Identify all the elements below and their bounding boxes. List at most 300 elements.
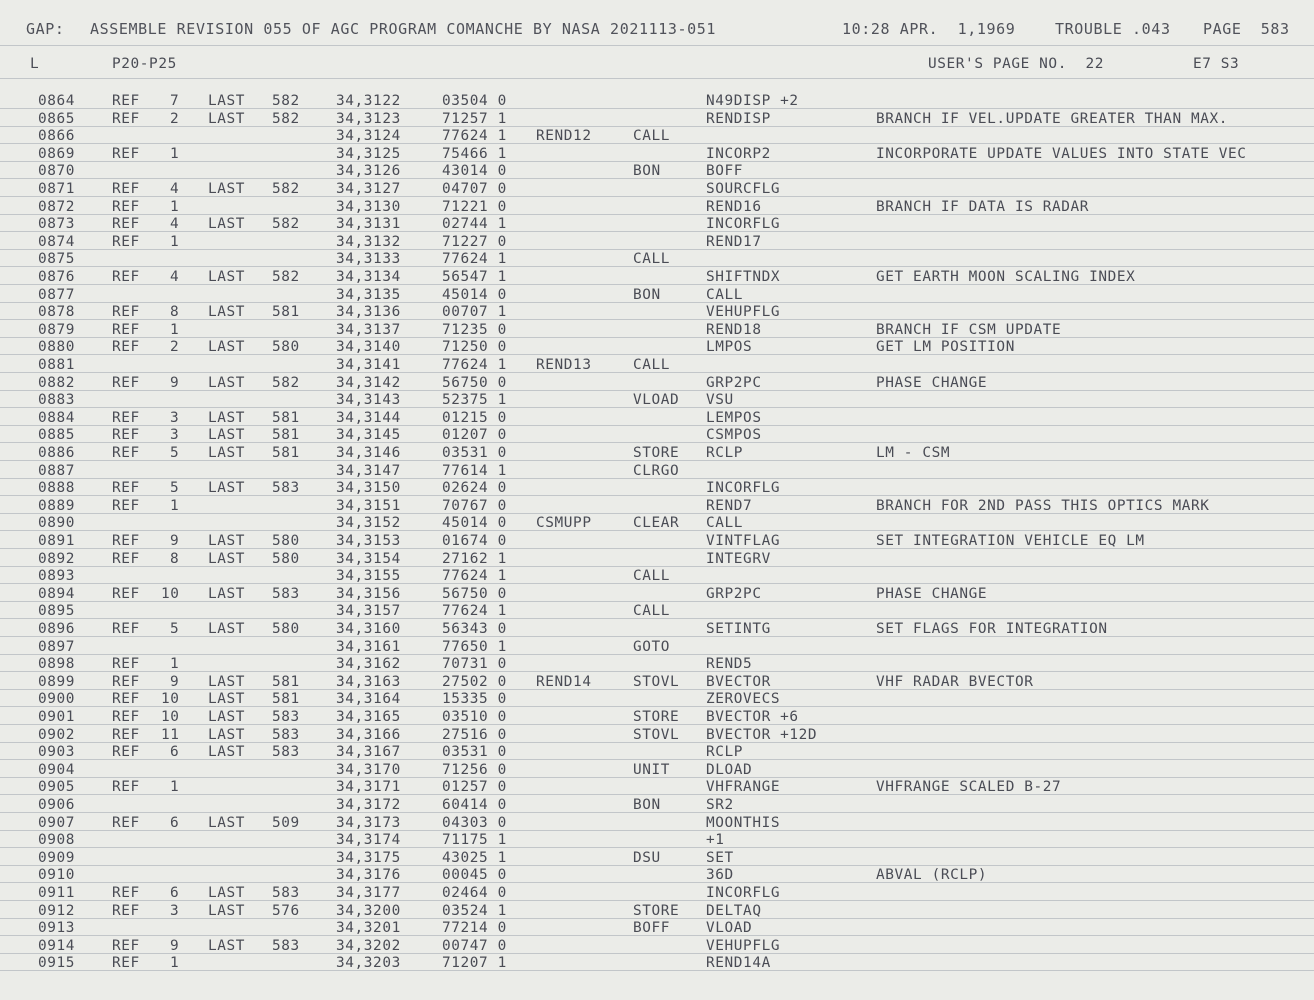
row-ref-marker: REF [112,198,140,215]
row-line-number: 0872 [38,198,76,215]
listing-row [0,955,1314,973]
row-last-page: 581 [272,409,300,426]
row-ref-marker: REF [112,691,140,708]
row-line-number: 0905 [38,779,76,796]
row-operand: RCLP [706,445,744,461]
listing-row [0,111,1314,129]
row-last-marker: LAST [208,709,246,725]
listing-row [0,163,1314,181]
row-ref-count: 1 [170,656,180,673]
row-comment: PHASE CHANGE [876,374,988,391]
listing-row [0,463,1314,481]
row-rule [0,830,1314,831]
row-octal-word: 60414 0 [442,797,507,813]
row-opcode: CALL [633,251,671,268]
row-line-number: 0876 [38,269,76,285]
row-address: 34,3202 [336,937,401,954]
row-last-page: 583 [272,744,300,761]
row-opcode: CALL [633,128,671,145]
row-line-number: 0889 [38,497,76,514]
row-address: 34,3154 [336,550,401,567]
row-rule [0,970,1314,971]
listing-row [0,128,1314,146]
row-line-number: 0896 [38,621,76,637]
row-address: 34,3201 [336,920,401,937]
row-line-number: 0912 [38,902,76,919]
row-ref-count: 10 [161,585,180,602]
row-opcode: CALL [633,603,671,620]
listing-row [0,480,1314,498]
row-octal-word: 77624 1 [442,603,507,620]
listing-row [0,427,1314,445]
row-last-page: 581 [272,691,300,708]
row-octal-word: 75466 1 [442,145,507,162]
row-address: 34,3161 [336,638,401,655]
row-operand: INCORFLG [706,885,781,901]
listing-row [0,515,1314,533]
listing-row [0,885,1314,903]
row-last-marker: LAST [208,427,246,444]
listing-row [0,832,1314,850]
row-ref-count: 9 [170,937,180,954]
row-line-number: 0882 [38,374,76,391]
listing-row [0,304,1314,322]
row-ref-count: 6 [170,814,180,831]
row-comment: BRANCH IF VEL.UPDATE GREATER THAN MAX. [876,110,1229,127]
listing-row [0,181,1314,199]
row-line-number: 0902 [38,726,76,743]
row-line-number: 0888 [38,480,76,497]
row-line-number: 0904 [38,761,76,778]
row-last-page: 582 [272,93,300,109]
row-last-page: 580 [272,550,300,567]
row-address: 34,3157 [336,603,401,620]
row-operand: 36D [706,867,734,884]
row-line-number: 0894 [38,585,76,602]
listing-row [0,269,1314,287]
listing-row [0,322,1314,340]
row-line-number: 0893 [38,568,76,585]
row-last-marker: LAST [208,216,246,233]
row-operand: SHIFTNDX [706,269,781,285]
row-octal-word: 70731 0 [442,656,507,673]
row-line-number: 0864 [38,93,76,109]
listing-row [0,674,1314,692]
row-last-marker: LAST [208,304,246,321]
listing-row [0,903,1314,921]
row-ref-count: 5 [170,621,180,637]
listing-row [0,392,1314,410]
listing-row [0,586,1314,604]
row-rule [0,337,1314,338]
row-address: 34,3136 [336,304,401,321]
row-octal-word: 56750 0 [442,374,507,391]
listing-row [0,850,1314,868]
row-line-number: 0895 [38,603,76,620]
row-octal-word: 00747 0 [442,937,507,954]
listing-row [0,639,1314,657]
row-operand: INCORFLG [706,216,781,233]
row-label: REND12 [536,128,592,145]
row-address: 34,3160 [336,621,401,637]
row-last-marker: LAST [208,673,246,690]
header-timestamp: 10:28 APR. 1,1969 [842,20,1016,38]
row-octal-word: 01257 0 [442,779,507,796]
row-operand: CALL [706,515,744,532]
row-address: 34,3152 [336,515,401,532]
row-address: 34,3162 [336,656,401,673]
row-line-number: 0866 [38,128,76,145]
row-ref-count: 6 [170,885,180,901]
row-ref-count: 8 [170,304,180,321]
row-address: 34,3147 [336,462,401,479]
row-last-page: 581 [272,304,300,321]
row-operand: VLOAD [706,920,753,937]
row-octal-word: 71207 1 [442,955,507,972]
listing-row [0,797,1314,815]
row-operand: ZEROVECS [706,691,781,708]
row-last-marker: LAST [208,885,246,901]
row-label: CSMUPP [536,515,592,532]
row-address: 34,3165 [336,709,401,725]
row-last-marker: LAST [208,269,246,285]
listing-row [0,357,1314,375]
listing-row [0,410,1314,428]
row-address: 34,3200 [336,902,401,919]
listing-row [0,568,1314,586]
row-operand: VEHUPFLG [706,937,781,954]
row-address: 34,3173 [336,814,401,831]
row-last-marker: LAST [208,937,246,954]
row-operand: INCORFLG [706,480,781,497]
row-opcode: CALL [633,357,671,373]
row-opcode: CLEAR [633,515,680,532]
row-ref-marker: REF [112,814,140,831]
row-ref-count: 6 [170,744,180,761]
row-last-marker: LAST [208,480,246,497]
row-ref-marker: REF [112,233,140,250]
row-operand: INTEGRV [706,550,771,567]
row-ref-marker: REF [112,427,140,444]
row-line-number: 0883 [38,392,76,409]
row-ref-count: 3 [170,409,180,426]
row-comment: BRANCH IF DATA IS RADAR [876,198,1090,215]
row-octal-word: 71175 1 [442,832,507,849]
row-line-number: 0871 [38,181,76,197]
row-ref-count: 4 [170,269,180,285]
row-line-number: 0881 [38,357,76,373]
row-address: 34,3143 [336,392,401,409]
row-line-number: 0879 [38,321,76,338]
row-address: 34,3156 [336,585,401,602]
row-operand: BVECTOR [706,673,771,690]
row-last-marker: LAST [208,814,246,831]
row-last-page: 580 [272,533,300,549]
row-octal-word: 71256 0 [442,761,507,778]
listing-row [0,551,1314,569]
row-address: 34,3172 [336,797,401,813]
row-address: 34,3144 [336,409,401,426]
row-comment: SET FLAGS FOR INTEGRATION [876,621,1108,637]
row-comment: BRANCH IF CSM UPDATE [876,321,1062,338]
row-opcode: STORE [633,709,680,725]
row-ref-count: 1 [170,497,180,514]
row-address: 34,3142 [336,374,401,391]
row-last-marker: LAST [208,409,246,426]
row-octal-word: 71257 1 [442,110,507,127]
row-ref-marker: REF [112,269,140,285]
row-last-page: 581 [272,445,300,461]
row-address: 34,3122 [336,93,401,109]
row-last-page: 576 [272,902,300,919]
row-line-number: 0880 [38,339,76,356]
row-address: 34,3167 [336,744,401,761]
row-line-number: 0878 [38,304,76,321]
row-ref-marker: REF [112,110,140,127]
row-last-marker: LAST [208,691,246,708]
row-octal-word: 77650 1 [442,638,507,655]
row-opcode: CLRGO [633,462,680,479]
row-operand: SR2 [706,797,734,813]
row-ref-count: 8 [170,550,180,567]
listing-row [0,339,1314,357]
row-octal-word: 77624 1 [442,128,507,145]
row-ref-marker: REF [112,902,140,919]
row-ref-marker: REF [112,145,140,162]
row-label: REND14 [536,673,592,690]
row-octal-word: 02624 0 [442,480,507,497]
row-octal-word: 77624 1 [442,251,507,268]
row-line-number: 0865 [38,110,76,127]
row-address: 34,3163 [336,673,401,690]
listing-row [0,691,1314,709]
row-ref-count: 5 [170,480,180,497]
listing-row [0,216,1314,234]
row-ref-count: 9 [170,533,180,549]
row-last-page: 582 [272,110,300,127]
row-address: 34,3135 [336,286,401,303]
listing-row [0,234,1314,252]
row-address: 34,3151 [336,497,401,514]
row-address: 34,3177 [336,885,401,901]
row-address: 34,3141 [336,357,401,373]
row-label: REND13 [536,357,592,373]
row-octal-word: 77624 1 [442,568,507,585]
listing-row [0,533,1314,551]
row-octal-word: 77214 0 [442,920,507,937]
listing-row [0,744,1314,762]
row-operand: REND14A [706,955,771,972]
row-operand: SOURCFLG [706,181,781,197]
row-ref-marker: REF [112,673,140,690]
row-last-page: 581 [272,673,300,690]
row-operand: BVECTOR +12D [706,726,818,743]
row-operand: SET [706,849,734,866]
row-opcode: STORE [633,902,680,919]
row-comment: LM - CSM [876,445,951,461]
row-last-page: 582 [272,374,300,391]
row-comment: GET LM POSITION [876,339,1015,356]
row-last-page: 581 [272,427,300,444]
row-ref-count: 9 [170,374,180,391]
row-octal-word: 03510 0 [442,709,507,725]
row-ref-count: 1 [170,779,180,796]
row-comment: GET EARTH MOON SCALING INDEX [876,269,1136,285]
row-octal-word: 27162 1 [442,550,507,567]
row-last-page: 580 [272,621,300,637]
row-comment: SET INTEGRATION VEHICLE EQ LM [876,533,1145,549]
row-octal-word: 15335 0 [442,691,507,708]
listing-row [0,815,1314,833]
row-ref-marker: REF [112,709,140,725]
listing-row [0,779,1314,797]
row-rule [0,196,1314,197]
row-ref-count: 10 [161,691,180,708]
row-octal-word: 01207 0 [442,427,507,444]
row-line-number: 0909 [38,849,76,866]
listing-row [0,938,1314,956]
row-operand: VSU [706,392,734,409]
row-octal-word: 01215 0 [442,409,507,426]
row-ref-count: 2 [170,110,180,127]
row-ref-count: 1 [170,321,180,338]
row-comment: ABVAL (RCLP) [876,867,988,884]
row-last-marker: LAST [208,744,246,761]
row-octal-word: 71227 0 [442,233,507,250]
row-line-number: 0899 [38,673,76,690]
listing-row [0,762,1314,780]
row-ref-count: 9 [170,673,180,690]
subheader-user-page: USER'S PAGE NO. 22 [928,56,1105,72]
row-ref-marker: REF [112,779,140,796]
row-ref-marker: REF [112,656,140,673]
row-operand: DLOAD [706,761,753,778]
row-operand: CSMPOS [706,427,762,444]
row-ref-count: 4 [170,181,180,197]
row-address: 34,3134 [336,269,401,285]
row-octal-word: 45014 0 [442,515,507,532]
row-ref-marker: REF [112,937,140,954]
row-address: 34,3170 [336,761,401,778]
row-octal-word: 43025 1 [442,849,507,866]
row-comment: PHASE CHANGE [876,585,988,602]
row-last-page: 509 [272,814,300,831]
row-operand: REND17 [706,233,762,250]
row-ref-count: 10 [161,709,180,725]
row-ref-marker: REF [112,585,140,602]
row-opcode: UNIT [633,761,671,778]
row-line-number: 0875 [38,251,76,268]
row-last-marker: LAST [208,726,246,743]
row-comment: VHFRANGE SCALED B-27 [876,779,1062,796]
row-octal-word: 04707 0 [442,181,507,197]
row-last-page: 582 [272,181,300,197]
row-ref-marker: REF [112,885,140,901]
row-comment: BRANCH FOR 2ND PASS THIS OPTICS MARK [876,497,1210,514]
row-ref-marker: REF [112,726,140,743]
row-octal-word: 02744 1 [442,216,507,233]
row-operand: INCORP2 [706,145,771,162]
row-line-number: 0908 [38,832,76,849]
row-last-marker: LAST [208,181,246,197]
row-operand: MOONTHIS [706,814,781,831]
row-octal-word: 27502 0 [442,673,507,690]
row-opcode: STORE [633,445,680,461]
row-octal-word: 77614 1 [442,462,507,479]
row-last-page: 583 [272,585,300,602]
row-last-page: 582 [272,269,300,285]
header-page-number: PAGE 583 [1203,20,1290,38]
listing-row [0,498,1314,516]
listing-row [0,375,1314,393]
row-octal-word: 00045 0 [442,867,507,884]
row-last-marker: LAST [208,902,246,919]
row-line-number: 0915 [38,955,76,972]
row-operand: RENDISP [706,110,771,127]
row-ref-marker: REF [112,744,140,761]
row-line-number: 0891 [38,533,76,549]
row-rule [0,319,1314,320]
row-octal-word: 27516 0 [442,726,507,743]
row-address: 34,3171 [336,779,401,796]
row-operand: GRP2PC [706,374,762,391]
subheader-rule [0,78,1314,79]
row-last-marker: LAST [208,93,246,109]
row-operand: REND5 [706,656,753,673]
row-ref-count: 3 [170,902,180,919]
row-operand: LMPOS [706,339,753,356]
row-last-page: 582 [272,216,300,233]
row-octal-word: 01674 0 [442,533,507,549]
row-last-page: 583 [272,480,300,497]
row-line-number: 0903 [38,744,76,761]
row-octal-word: 56343 0 [442,621,507,637]
row-operand: GRP2PC [706,585,762,602]
row-ref-marker: REF [112,374,140,391]
row-address: 34,3176 [336,867,401,884]
row-last-page: 583 [272,885,300,901]
row-line-number: 0913 [38,920,76,937]
listing-row [0,867,1314,885]
row-address: 34,3133 [336,251,401,268]
row-ref-count: 5 [170,445,180,461]
row-line-number: 0887 [38,462,76,479]
row-operand: CALL [706,286,744,303]
row-comment: VHF RADAR BVECTOR [876,673,1034,690]
row-octal-word: 56547 1 [442,269,507,285]
row-octal-word: 00707 1 [442,304,507,321]
row-address: 34,3140 [336,339,401,356]
row-ref-count: 2 [170,339,180,356]
listing-row [0,603,1314,621]
row-last-page: 583 [272,709,300,725]
row-line-number: 0884 [38,409,76,426]
row-last-marker: LAST [208,339,246,356]
row-octal-word: 70767 0 [442,497,507,514]
row-opcode: DSU [633,849,661,866]
row-octal-word: 02464 0 [442,885,507,901]
row-address: 34,3164 [336,691,401,708]
row-ref-count: 1 [170,198,180,215]
row-operand: +1 [706,832,725,849]
row-ref-count: 1 [170,145,180,162]
row-octal-word: 03531 0 [442,744,507,761]
row-address: 34,3153 [336,533,401,549]
row-ref-marker: REF [112,955,140,972]
row-opcode: GOTO [633,638,671,655]
row-ref-marker: REF [112,533,140,549]
row-opcode: BON [633,797,661,813]
